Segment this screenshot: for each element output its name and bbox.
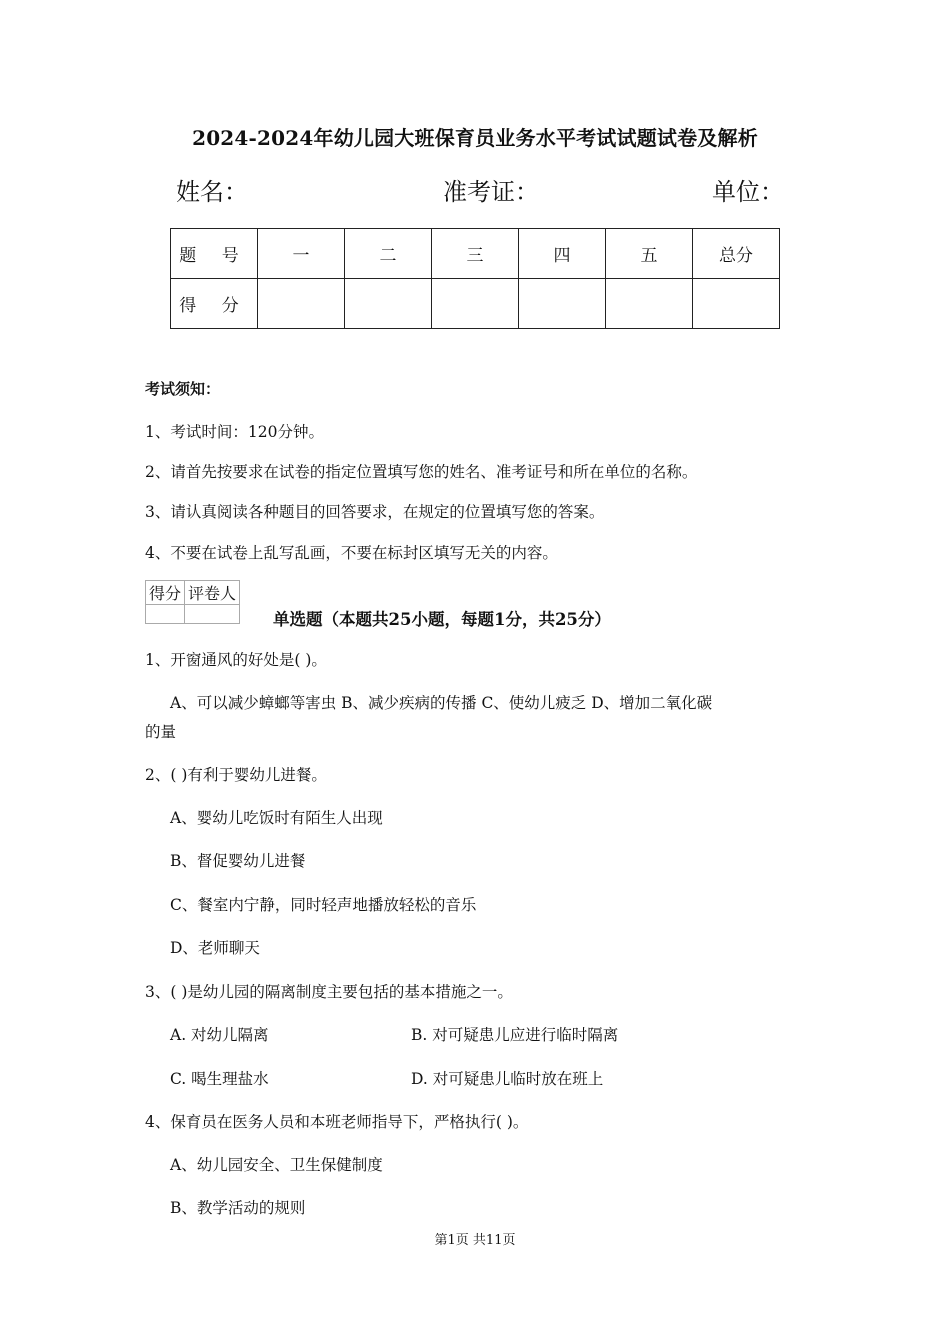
score-table-col-1: 一 [258,229,345,279]
score-table-question-number-header: 题 号 [171,229,258,279]
score-table-score-label: 得 分 [171,279,258,329]
question-4-stem: 4、保育员在医务人员和本班老师指导下，严格执行( )。 [145,1113,529,1131]
exam-number-field-label: 准考证： [443,178,539,206]
score-table-col-3: 三 [432,229,519,279]
question-4-option-a: A、幼儿园安全、卫生保健制度 [170,1156,383,1174]
question-2-option-d: D、老师聊天 [170,939,260,957]
exam-notes-title: 考试须知： [145,380,221,398]
question-2-option-a: A、婴幼儿吃饭时有陌生人出现 [170,809,383,827]
question-2-option-c: C、餐室内宁静，同时轻声地播放轻松的音乐 [170,896,477,914]
score-cell-3 [432,279,519,329]
question-1-options: A、可以减少蟑螂等害虫 B、减少疾病的传播 C、使幼儿疲乏 D、增加二氧化碳 [170,694,713,712]
unit-field-label: 单位： [712,178,784,206]
exam-note-item: 3、请认真阅读各种题目的回答要求，在规定的位置填写您的答案。 [145,503,605,521]
grader-box [145,580,240,624]
score-table-col-total: 总分 [693,229,780,279]
question-3-option-b: B. 对可疑患儿应进行临时隔离 [411,1026,619,1044]
question-3-option-c: C. 喝生理盐水 [170,1070,269,1088]
score-cell-total [693,279,780,329]
score-table-col-2: 二 [345,229,432,279]
question-3-option-d: D. 对可疑患儿临时放在班上 [411,1070,604,1088]
section-title-single-choice: 单选题（本题共25小题，每题1分，共25分） [273,610,611,629]
grader-box-grader-cell [185,605,240,624]
question-3-stem: 3、( )是幼儿园的隔离制度主要包括的基本措施之一。 [145,983,513,1001]
score-cell-2 [345,279,432,329]
score-table-header-row [171,229,780,279]
question-2-option-b: B、督促婴幼儿进餐 [170,852,306,870]
exam-note-item: 1、考试时间：120分钟。 [145,423,324,441]
question-2-stem: 2、( )有利于婴幼儿进餐。 [145,766,327,784]
page-number: 第1页 共11页 [434,1233,516,1248]
score-table-score-row [171,279,780,329]
score-table [170,228,780,329]
score-cell-1 [258,279,345,329]
exam-note-item: 2、请首先按要求在试卷的指定位置填写您的姓名、准考证号和所在单位的名称。 [145,463,698,481]
exam-note-item: 4、不要在试卷上乱写乱画，不要在标封区填写无关的内容。 [145,544,558,562]
question-4-option-b: B、教学活动的规则 [170,1199,306,1217]
question-3-option-a: A. 对幼儿隔离 [170,1026,269,1044]
grader-box-score-label: 得分 [146,581,185,605]
question-1-options-wrap: 的量 [145,723,177,741]
page-title: 2024-2024年幼儿园大班保育员业务水平考试试题试卷及解析 [192,126,758,150]
score-cell-4 [519,279,606,329]
grader-box-score-cell [146,605,185,624]
score-cell-5 [606,279,693,329]
score-table-col-4: 四 [519,229,606,279]
grader-box-grader-label: 评卷人 [185,581,240,605]
name-field-label: 姓名： [176,178,248,206]
score-table-col-5: 五 [606,229,693,279]
question-1-stem: 1、开窗通风的好处是( )。 [145,651,327,669]
